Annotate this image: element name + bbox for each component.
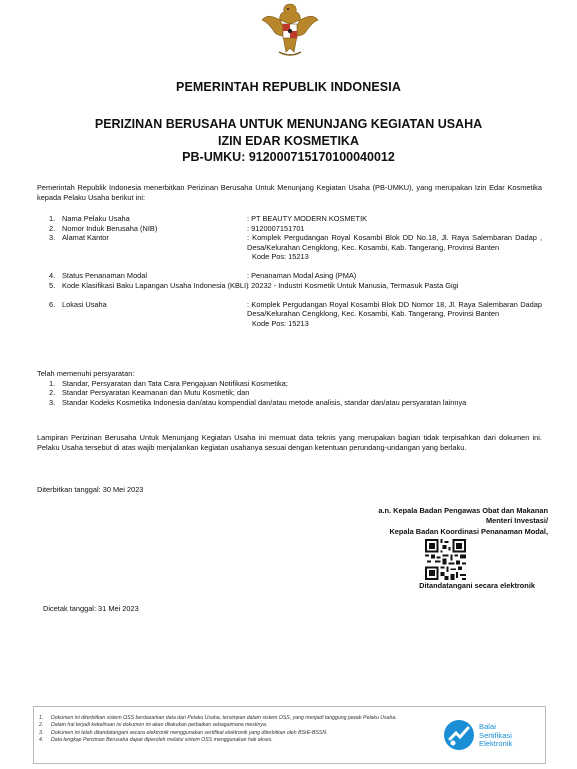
garuda-emblem-icon bbox=[259, 0, 321, 56]
title-line-3: PB-UMKU: 912000715170100040012 bbox=[182, 150, 395, 164]
bsre-logo-text bbox=[479, 723, 512, 749]
footer-note bbox=[39, 722, 419, 729]
requirement-number: 3. bbox=[49, 397, 56, 407]
issued-date: Diterbitkan tanggal: 30 Mei 2023 bbox=[37, 485, 144, 494]
field-row bbox=[37, 224, 542, 234]
field-label: Nama Pelaku Usaha bbox=[62, 214, 130, 223]
field-value: : PT BEAUTY MODERN KOSMETIK bbox=[247, 214, 368, 223]
government-title: PEMERINTAH REPUBLIK INDONESIA bbox=[176, 80, 401, 94]
field-value: : 20232 - Industri Kosmetik Untuk Manusia, Termasuk Pasta Gigi bbox=[247, 280, 459, 290]
requirement-text: Standar, Persyaratan dan Tata Cara Pengajuan Notifikasi Kosmetika; bbox=[62, 378, 288, 388]
signature-block bbox=[330, 506, 548, 537]
field-row bbox=[37, 300, 542, 329]
footer-note bbox=[39, 737, 419, 744]
footer-note-number: 4. bbox=[39, 736, 44, 743]
field-number: 1. bbox=[49, 214, 56, 223]
footer-note-text: Dalam hal terjadi kekeliruan isi dokumen ini akan dilakukan perbaikan sebagaimana mestinya. bbox=[51, 722, 268, 729]
requirement-number: 2. bbox=[49, 388, 56, 398]
field-row bbox=[37, 281, 542, 300]
document-title bbox=[0, 116, 577, 166]
footer-notes bbox=[39, 715, 419, 744]
requirements-heading: Telah memenuhi persyaratan: bbox=[37, 369, 135, 378]
field-postcode: Kode Pos: 15213 bbox=[252, 252, 309, 262]
field-value: : Komplek Pergudangan Royal Kosambi Blok DD No.18, Jl. Raya Salembaran Dadap , Desa/Kelurahan Cengklong, Kec. Kosambi, Kab. Tangerang, Provinsi Banten bbox=[247, 233, 542, 252]
bsre-line-3: Elektronik bbox=[479, 739, 513, 749]
bsre-logo bbox=[443, 719, 535, 753]
electronic-signature-label: Ditandatangani secara elektronik bbox=[419, 581, 535, 590]
footer-note-text: Data lengkap Perizinan Berusaha dapat diperoleh melalui sistem OSS menggunakan hak akses. bbox=[51, 736, 273, 743]
field-value: : Komplek Pergudangan Royal Kosambi Blok DD Nomor 18, Jl. Raya Salembaran Dadap Desa/Kelurahan Cengklong, Kec. Kosambi, Kab. Tangerang, Provinsi Banten bbox=[247, 299, 542, 319]
field-label: Alamat Kantor bbox=[62, 233, 109, 243]
requirement-text: Standar Persyaratan Keamanan dan Mutu Kosmetik; dan bbox=[62, 388, 250, 398]
footer-note-number: 1. bbox=[39, 715, 44, 721]
footer-box bbox=[33, 706, 546, 764]
footer-note-text: Dokumen ini diterbitkan sistem OSS berdasarkan data dari Pelaku Usaha, tersimpan dalam sistem OSS, yang menjadi tanggung jawab Pelaku Usaha. bbox=[51, 715, 397, 721]
field-number: 5. bbox=[49, 280, 56, 290]
field-number: 4. bbox=[49, 270, 56, 280]
signature-line-3: Kepala Badan Koordinasi Penanaman Modal, bbox=[389, 526, 548, 536]
footer-note-number: 3. bbox=[39, 729, 44, 736]
field-label: Kode Klasifikasi Baku Lapangan Usaha Indonesia (KBLI) bbox=[62, 280, 249, 290]
footer-note-text: Dokumen ini telah ditandatangani secara elektronik menggunakan sertifikat elektronik yang diterbitkan oleh BSrE-BSSN. bbox=[51, 729, 328, 736]
field-label: Lokasi Usaha bbox=[62, 299, 107, 309]
bsre-logo-icon bbox=[443, 719, 475, 751]
signature-line-2: Menteri Investasi/ bbox=[485, 516, 548, 526]
requirements bbox=[37, 369, 542, 407]
field-label: Nomor Induk Berusaha (NIB) bbox=[62, 223, 158, 233]
footer-note-number: 2. bbox=[39, 722, 44, 729]
field-number: 2. bbox=[49, 223, 56, 233]
footer-note bbox=[39, 730, 419, 737]
requirement-item bbox=[37, 388, 542, 398]
field-value: : 9120007151701 bbox=[247, 223, 305, 233]
attachment-paragraph: Lampiran Perizinan Berusaha Untuk Menunjang Kegiatan Usaha ini memuat data teknis yang merupakan bagian tidak terpisahkan dari dokumen ini. Pelaku Usaha tersebut di atas wajib menjalankan kegiatan usahanya sesuai dengan ketentuan perundang-undangan yang berlaku. bbox=[37, 433, 542, 453]
field-postcode: Kode Pos: 15213 bbox=[252, 318, 309, 328]
printed-date: Dicetak tanggal: 31 Mei 2023 bbox=[43, 604, 139, 613]
intro-paragraph: Pemerintah Republik Indonesia menerbitkan Perizinan Berusaha Untuk Menunjang Kegiatan Usaha (PB-UMKU), yang merupakan Izin Edar Kosmetika kepada Pelaku Usaha berikut ini: bbox=[37, 183, 542, 203]
bsre-line-1: Balai bbox=[479, 722, 496, 731]
field-value: : Penanaman Modal Asing (PMA) bbox=[247, 270, 357, 280]
requirement-number: 1. bbox=[49, 378, 56, 388]
requirement-text: Standar Kodeks Kosmetika Indonesia dan/atau kompendial dan/atau metode analisis, standar dan/atau persyaratan lainnya bbox=[62, 397, 467, 407]
field-number: 3. bbox=[49, 233, 56, 243]
footer-note bbox=[39, 715, 419, 722]
field-number: 6. bbox=[49, 299, 56, 309]
requirement-item bbox=[37, 398, 542, 408]
field-label: Status Penanaman Modal bbox=[62, 270, 148, 280]
field-row bbox=[37, 214, 542, 224]
bsre-line-2: Sertifikasi bbox=[479, 730, 512, 740]
qr-code-icon bbox=[425, 539, 466, 580]
title-line-1: PERIZINAN BERUSAHA UNTUK MENUNJANG KEGIATAN USAHA bbox=[94, 117, 483, 131]
title-line-2: IZIN EDAR KOSMETIKA bbox=[218, 133, 359, 148]
business-fields bbox=[37, 214, 542, 328]
requirement-item bbox=[37, 379, 542, 389]
signature-line-1: a.n. Kepala Badan Pengawas Obat dan Makanan bbox=[378, 506, 548, 515]
field-row bbox=[37, 271, 542, 281]
field-row bbox=[37, 233, 542, 262]
